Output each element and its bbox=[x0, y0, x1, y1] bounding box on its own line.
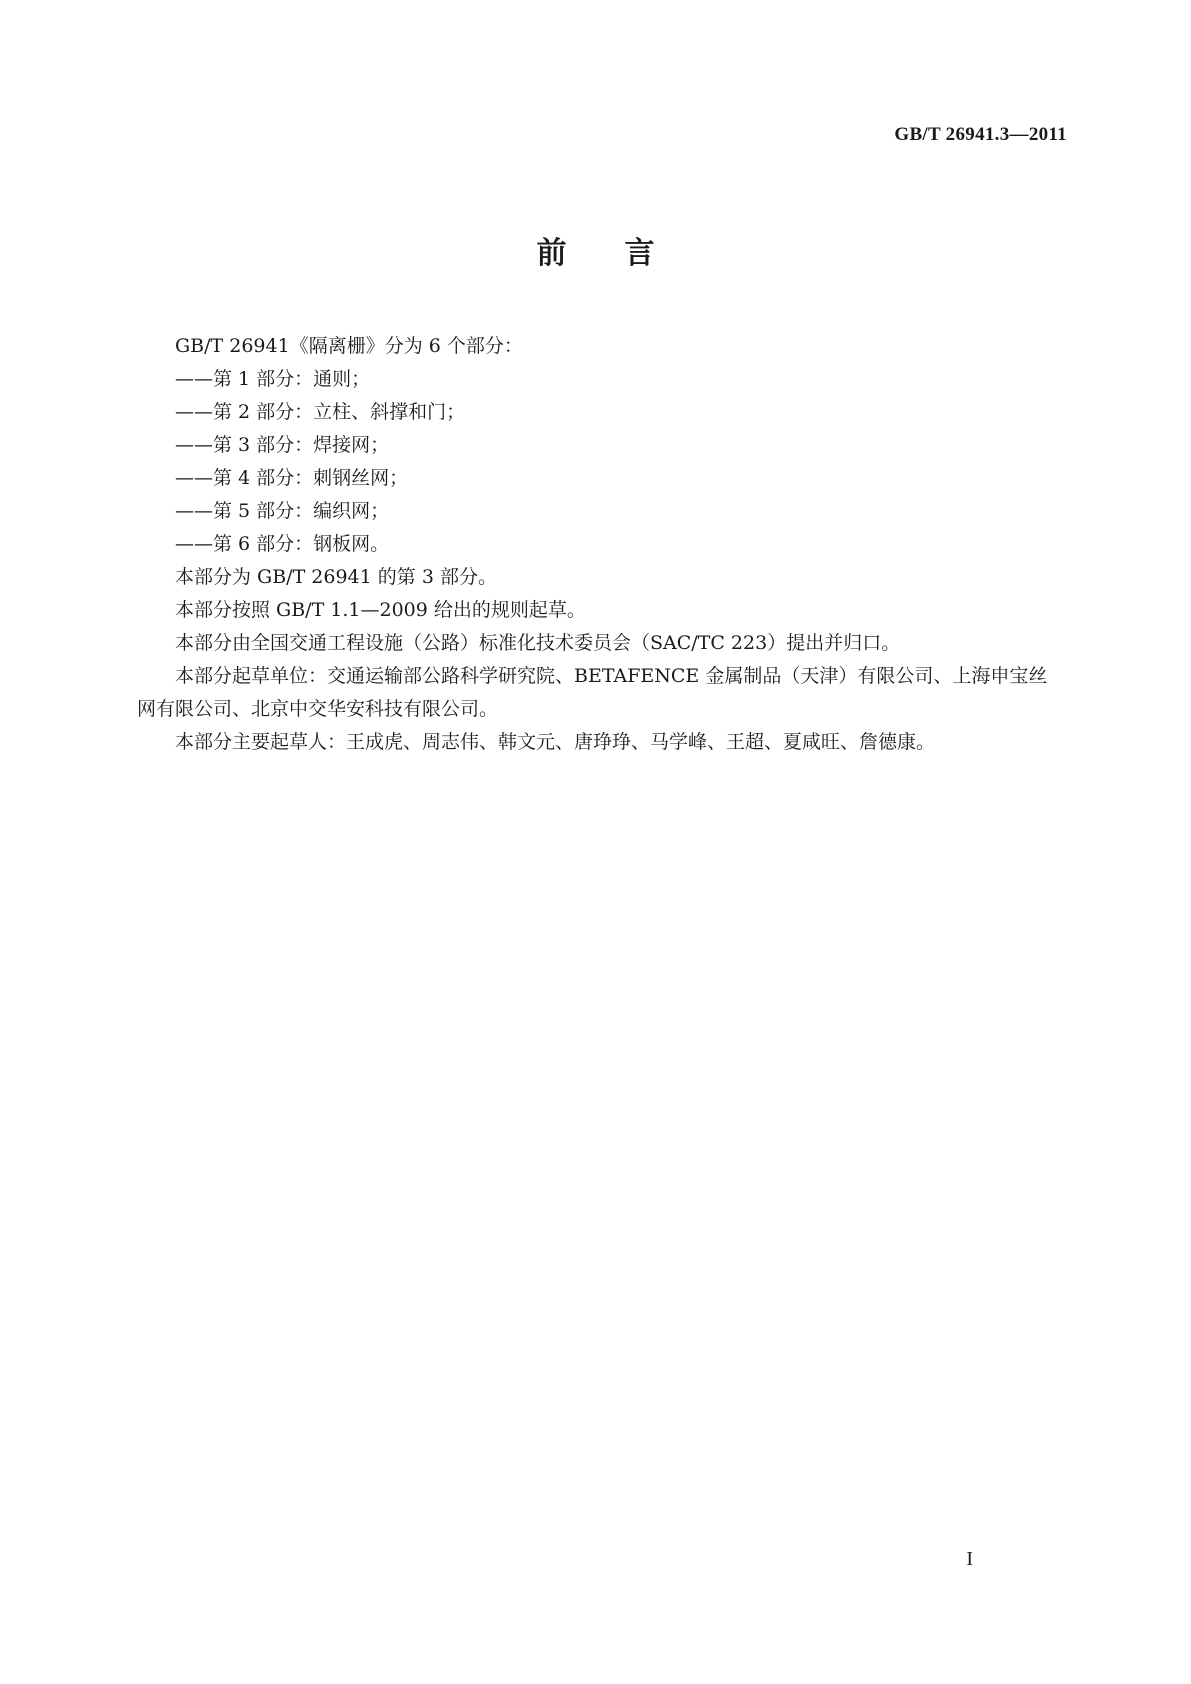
page-number: I bbox=[966, 1548, 973, 1570]
paragraph-drafting-rules: 本部分按照 GB/T 1.1—2009 给出的规则起草。 bbox=[175, 599, 586, 621]
paragraph-part-statement: 本部分为 GB/T 26941 的第 3 部分。 bbox=[175, 566, 497, 588]
paragraph-drafters: 本部分主要起草人：王成虎、周志伟、韩文元、唐琤琤、马学峰、王超、夏咸旺、詹德康。 bbox=[175, 731, 936, 753]
foreword-body bbox=[137, 330, 1065, 759]
list-item-part-2: ——第 2 部分：立柱、斜撑和门； bbox=[175, 401, 466, 423]
intro-paragraph: GB/T 26941《隔离栅》分为 6 个部分： bbox=[175, 335, 523, 357]
paragraph-drafting-units: 本部分起草单位：交通运输部公路科学研究院、BETAFENCE 金属制品（天津）有限公司、上海申宝丝网有限公司、北京中交华安科技有限公司。 bbox=[137, 665, 1048, 720]
list-item-part-6: ——第 6 部分：钢板网。 bbox=[175, 533, 390, 555]
list-item-part-4: ——第 4 部分：刺钢丝网； bbox=[175, 467, 409, 489]
paragraph-proposer: 本部分由全国交通工程设施（公路）标准化技术委员会（SAC/TC 223）提出并归口。 bbox=[175, 632, 901, 654]
standard-code: GB/T 26941.3—2011 bbox=[894, 124, 1067, 145]
list-item-part-1: ——第 1 部分：通则； bbox=[175, 368, 371, 390]
page-title: 前言 bbox=[536, 236, 713, 271]
list-item-part-5: ——第 5 部分：编织网； bbox=[175, 500, 390, 522]
list-item-part-3: ——第 3 部分：焊接网； bbox=[175, 434, 390, 456]
